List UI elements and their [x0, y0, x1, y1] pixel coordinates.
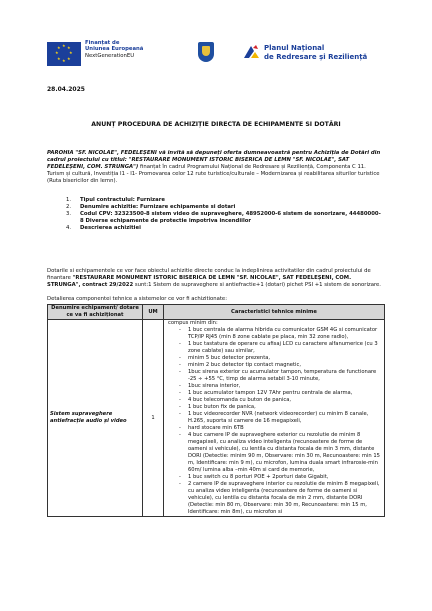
list-item: - 1 buc tastatura de operare cu afisaj LCD cu caractere alfanumerice (cu 3 zone cablate) sau similar,: [188, 341, 382, 355]
list-item: - 1buc sirena interior,: [188, 383, 382, 390]
list-item: - 4 buc telecomanda cu buton de panica,: [188, 397, 382, 404]
eu-funding-logo: [47, 40, 177, 74]
um-cell: 1: [143, 320, 164, 517]
romania-coat-of-arms-icon: [196, 40, 216, 74]
list-item: - minim 5 buc detector prezenta,: [188, 355, 382, 362]
intro-paragraph: [47, 150, 384, 185]
description-paragraph: Dotarile si echipamentele ce vor face obiectul achizitie directe conduc la indeplinirea activitatilor din cadrul proiectului de finantare "RESTAURARE MONUMENT ISTORIC BISERICA DE LEMN "SF. NICOLAE", SAT FEDELEȘENI, COM. STRUNGA", contract 29/2022 sunt:1 Sistem de supraveghere si antiefractie+1 (dotari) pichet PSI +1 sistem de sonorizare.: [47, 268, 381, 288]
document-date: 28.04.2025: [47, 86, 85, 93]
intro-rest: finanțat în cadrul Programului Național de Redresare și Reziliență, Componenta C 11. Turism și cultură, Investiția I1 - I1- Promovarea celor 12 rute turistice/culturale – Modernizarea și reabilitarea siturilor turistice (Ruta bisericilor din lemn).: [47, 164, 380, 184]
list-item: 1. Tipul contractului: Furnizare: [66, 197, 165, 203]
eu-line-1: Finanțat de: [85, 40, 120, 46]
table-row: [48, 320, 385, 517]
specs-intro: compus minim din:: [168, 320, 218, 326]
list-item: - 1 buc switch cu 8 porturi POE + 2porturi date Gigabit,: [188, 474, 382, 481]
specs-cell: [164, 320, 385, 517]
pnrr-mark-icon: [243, 44, 260, 61]
specs-list: [166, 327, 382, 516]
list-item: - 1 buc videorecorder NVR (network videorecorder) cu minim 8 canale, H.265, suporta si camere de 16 megapixeli,: [188, 411, 382, 425]
list-item: 2. Denumire achizitie: Furnizare echipamente si dotari: [66, 204, 236, 210]
list-item: - 2 camere IP de supraveghere interior cu rezolutie de minim 8 megapixeli, cu analiza video inteligenta (recunoastere de forme de oameni si vehicule), cu lentila cu distanta focala de min 2 mm, distante DORI (Detectie: min 80 m, Observare: min 30 m, Recunoastere: min 15 m, Identificare: min 8m), cu microfon si: [188, 481, 382, 516]
procurement-details-list: [66, 197, 384, 232]
list-item: - 1 buc centrala de alarma hibrida cu comunicator GSM 4G si comunicator TCP/IP RJ45 (min 8 zone cablate pe placa, min 32 zone radio),: [188, 327, 382, 341]
col-header-specs: Caracteristici tehnice minime: [164, 305, 385, 320]
list-item: - hard stocare min 6TB: [188, 425, 382, 432]
list-item: - minim 2 buc detector tip contact magnetic,: [188, 362, 382, 369]
pnrr-line-2: de Redresare și Reziliență: [264, 52, 368, 61]
pnrr-line-1: Planul Național: [264, 44, 325, 52]
col-header-um: UM: [143, 305, 164, 320]
document-title: ANUNȚ PROCEDURA DE ACHIZIȚIE DIRECTA DE ECHIPAMENTE SI DOTĂRI: [91, 121, 341, 128]
technical-detail-intro: Detalierea componentei tehnice a sistemelor ce vor fi achizitionate:: [47, 296, 227, 302]
technical-specs-table: [47, 304, 385, 517]
eu-line-2: Uniunea Europeană: [85, 46, 144, 53]
item-name-cell: Sistem supraveghere antiefracție audio și video: [48, 320, 143, 517]
list-item: - 1buc sirena exterior cu acumulator tampon, temperatura de functionare -25 ÷ +55 °C, timp de alarma setabil 3-10 minute,: [188, 369, 382, 383]
eu-line-3: NextGenerationEU: [85, 52, 135, 59]
list-item: 3. Codul CPV: 32323500-8 sistem video de supraveghere, 48952000-6 sistem de sonorizare, 44480000-8 Diverse echipamente de protectie impotriva incendiilor: [66, 211, 381, 224]
table-header-row: [48, 305, 385, 320]
list-item: - 4 buc camere IP de supraveghere exterior cu rezolutie de minim 8 megapixeli, cu analiza video inteligenta (recunoastere de forme de oameni si vehicule), cu lentila cu distanta focala de min 3 mm, distante DORI (Detectie: minim 90 m, Observare: min 30 m, Recunoastere: min 15 m, Identificare: min 9 m), cu microfon, lumina duala smart infrarosie-min 60m/ lumina alba –min 40m si card de memorie,: [188, 432, 382, 474]
intro-bold: PAROHIA "SF. NICOLAE", FEDELEȘENI vă invită să depuneți oferta dumneavoastră pentru Achiziția de Dotări din cadrul proiectului cu titlul: "RESTAURARE MONUMENT ISTORIC BISERICA DE LEMN "SF. NICOLAE", SAT FEDELEȘENI, COM. STRUNGA"): [47, 150, 381, 170]
pnrr-logo: [243, 40, 393, 74]
eu-flag-icon: ★ ★ ★ ★ ★ ★ ★ ★: [47, 42, 81, 66]
col-header-item: Denumire echipament/ dotare ce va fi achiziționat: [48, 305, 143, 320]
list-item: - 1 buc acumulator tampon 12V 7Ahr pentru centrala de alarma,: [188, 390, 382, 397]
list-item: 4. Descrierea achizitiei: [66, 225, 141, 231]
list-item: - 1 buc buton fix de panica,: [188, 404, 382, 411]
